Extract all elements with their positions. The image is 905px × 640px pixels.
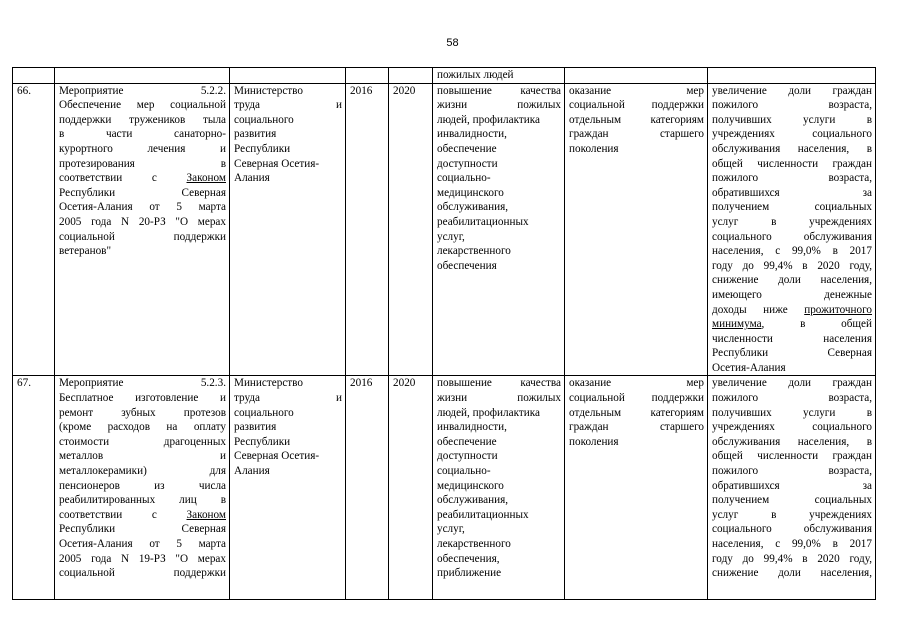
measure-cell [55,83,230,376]
result-line: повышение качества [437,377,561,390]
result-line: обслуживания, [437,201,509,214]
result-line: реабилитационных [437,508,529,521]
indicator-line: пожилого возраста, [712,465,872,478]
continued-measure-cell [55,68,230,84]
indicator-line: году до 99,4% в 2020 году, [712,552,872,565]
result-line: медицинского [437,186,504,199]
indicator-line: имеющего денежные [712,288,872,301]
direction-cell [565,376,708,600]
indicator-line: общей численности граждан [712,157,872,170]
law-link[interactable]: Законом [186,508,226,521]
indicator-line: получивших услуги в [712,113,872,126]
executor-line: Республики [234,435,291,448]
indicator-line: населения, с 99,0% в 2017 [712,538,872,550]
result-line: социально- [437,465,491,478]
measure-line: Осетия-Алания от 5 марта [59,201,226,214]
result-line: лекарственного [437,538,511,550]
executor-line: Республики [234,142,291,155]
indicator-line: социального обслуживания [712,230,872,243]
result-line: людей, профилактика [437,113,540,126]
indicator-line: общей численности граждан [712,450,872,463]
direction-line: социальной поддержки [569,392,704,405]
indicator-line: социального обслуживания [712,523,872,536]
table-row [13,376,876,600]
measure-line: курортного лечения и [59,142,226,155]
result-line: жизни пожилых [437,392,561,405]
row-number: 67. [13,376,55,600]
measure-line: социальной поддержки [59,230,226,243]
result-line: реабилитационных [437,215,529,228]
executor-line: Северная Осетия- [234,450,320,463]
result-cell [433,83,565,376]
page-number: 58 [446,37,459,49]
continued-indicator-cell [708,68,876,84]
continued-executor-cell [230,68,346,84]
result-line: инвалидности, [437,421,507,434]
executor-line: развития [234,128,277,141]
indicator-line: обслуживания населения, в [712,142,872,155]
executor-line: труда и [234,99,342,112]
measure-line-law-link: соответствии с Законом [59,172,226,185]
executor-line: Алания [234,465,270,478]
end-year: 2020 [389,376,433,600]
executor-cell [230,376,346,600]
measure-line: стоимости драгоценных [59,435,226,448]
measure-line: пенсионеров из числа [59,479,226,492]
indicator-line: пожилого возраста, [712,172,872,185]
measure-line: Мероприятие 5.2.2. [59,84,226,97]
result-line: людей, профилактика [437,406,540,419]
indicator-line: получивших услуги в [712,406,872,419]
result-line: услуг, [437,523,465,536]
result-line: обеспечение [437,142,497,155]
indicator-line: обратившихся за [712,186,872,199]
executor-line: социального [234,406,294,419]
continued-direction-cell [565,68,708,84]
measure-line: Бесплатное изготовление и [59,392,226,405]
direction-line: поколения [569,142,619,155]
executor-line: Северная Осетия- [234,157,320,170]
indicator-line: увеличение доли граждан [712,84,872,97]
measure-line: Республики Северная [59,523,226,536]
indicator-line: получением социальных [712,201,872,214]
indicator-line: Республики Северная [712,347,872,360]
end-year: 2020 [389,83,433,376]
indicator-line: Осетия-Алания [712,361,786,374]
continued-result-cell: пожилых людей [433,68,565,84]
continued-row [13,68,876,84]
measure-line-law-link: соответствии с Законом [59,508,226,521]
result-line: доступности [437,450,498,463]
indicator-line: населения, с 99,0% в 2017 [712,245,872,258]
indicator-cell [708,376,876,600]
direction-line: поколения [569,435,619,448]
result-line: приближение [437,567,502,580]
indicator-line: услуг в учреждениях [712,215,872,228]
start-year: 2016 [346,83,389,376]
measure-line: 2005 года N 20-РЗ "О мерах [59,215,226,228]
result-cell [433,376,565,600]
subsistence-minimum-link[interactable]: минимума [712,318,762,331]
indicator-line-subsistence-link: доходы ниже прожиточного [712,303,872,316]
direction-line: оказание мер [569,84,704,97]
indicator-line: учреждениях социального [712,421,872,434]
result-line: обеспечения, [437,552,500,565]
result-line: социально- [437,172,491,185]
direction-line: отдельным категориям [569,113,704,126]
result-line: медицинского [437,479,504,492]
subsistence-minimum-link[interactable]: прожиточного [804,303,872,316]
executor-line: социального [234,113,294,126]
result-line: жизни пожилых [437,99,561,112]
indicator-line: численности населения [712,332,872,345]
indicator-line: получением социальных [712,494,872,507]
measure-line: социальной поддержки [59,567,226,580]
measure-line: Осетия-Алания от 5 марта [59,538,226,550]
measure-line: в части санаторно- [59,128,226,141]
measure-line: ремонт зубных протезов [59,406,226,419]
result-line: услуг, [437,230,465,243]
direction-line: оказание мер [569,377,704,390]
measure-line: ветеранов" [59,245,112,258]
start-year: 2016 [346,376,389,600]
indicator-line: услуг в учреждениях [712,508,872,521]
direction-cell [565,83,708,376]
executor-cell [230,83,346,376]
indicator-line: обслуживания населения, в [712,435,872,448]
measure-line: Республики Северная [59,186,226,199]
result-line: доступности [437,157,498,170]
direction-line: социальной поддержки [569,99,704,112]
indicator-line: снижение доли населения, [712,274,872,287]
measure-cell [55,376,230,600]
indicator-line: увеличение доли граждан [712,377,872,390]
result-line: инвалидности, [437,128,507,141]
measure-line: реабилитированных лиц в [59,494,226,507]
indicator-line: пожилого возраста, [712,99,872,112]
measure-line: (кроме расходов на оплату [59,421,226,434]
result-line: обслуживания, [437,494,509,507]
table-row [13,83,876,376]
result-line: обеспечение [437,435,497,448]
direction-line: отдельным категориям [569,406,704,419]
continued-num-cell [13,68,55,84]
measure-line: протезирования в [59,157,226,170]
continued-end-cell [389,68,433,84]
measure-line: металлокерамики) для [59,465,226,478]
measure-line: 2005 года N 19-РЗ "О мерах [59,552,226,565]
indicator-line: учреждениях социального [712,128,872,141]
executor-line: развития [234,421,277,434]
executor-line: Министерство [234,84,303,97]
measure-line: Обеспечение мер социальной [59,99,226,112]
measure-line: металлов и [59,450,226,463]
executor-line: труда и [234,392,342,405]
direction-line: граждан старшего [569,421,704,434]
indicator-line: снижение доли населения, [712,567,872,580]
law-link[interactable]: Законом [186,172,226,185]
indicator-line: году до 99,4% в 2020 году, [712,259,872,272]
measure-line: Мероприятие 5.2.3. [59,377,226,390]
result-line: обеспечения [437,259,497,272]
row-number: 66. [13,83,55,376]
measure-line: поддержки тружеников тыла [59,113,226,126]
result-line: повышение качества [437,84,561,97]
direction-line: граждан старшего [569,128,704,141]
indicator-line-minimum-link: минимума, в общей [712,318,872,331]
program-measures-table [12,67,876,600]
executor-line: Министерство [234,377,303,390]
result-line: лекарственного [437,245,511,258]
indicator-line: обратившихся за [712,479,872,492]
executor-line: Алания [234,172,270,185]
indicator-line: пожилого возраста, [712,392,872,405]
continued-start-cell [346,68,389,84]
indicator-cell [708,83,876,376]
